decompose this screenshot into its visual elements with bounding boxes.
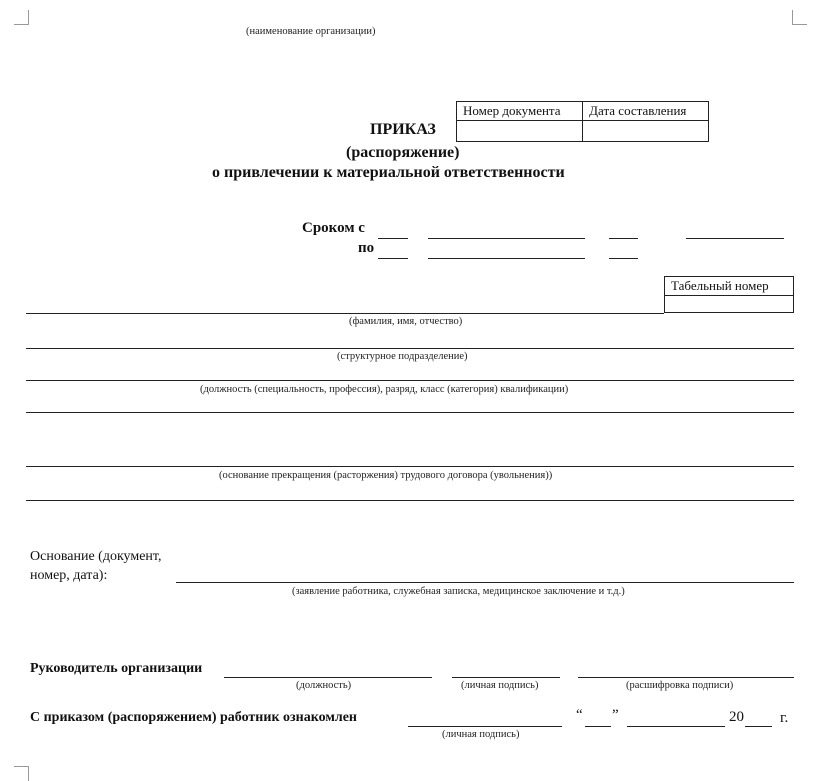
- term-from-year-line[interactable]: [609, 238, 638, 239]
- doc-number-field[interactable]: [457, 121, 583, 142]
- position-line[interactable]: [26, 380, 794, 381]
- term-to-year-line[interactable]: [609, 258, 638, 259]
- term-from-label: Сроком с: [302, 220, 365, 236]
- fio-caption: (фамилия, имя, отчество): [349, 316, 463, 327]
- doc-title: ПРИКАЗ: [370, 121, 436, 138]
- tab-number-field[interactable]: [665, 296, 794, 313]
- head-decoding-caption: (расшифровка подписи): [626, 680, 734, 691]
- ack-month-line[interactable]: [627, 726, 725, 727]
- org-name-caption: (наименование организации): [246, 26, 376, 37]
- department-line[interactable]: [26, 348, 794, 349]
- extra-line-2[interactable]: [26, 500, 794, 501]
- doc-heading: о привлечении к материальной ответственности: [212, 164, 565, 181]
- ack-year-line[interactable]: [745, 726, 772, 727]
- ack-year-prefix: 20: [729, 709, 744, 725]
- fio-line[interactable]: [26, 313, 664, 314]
- ack-label: С приказом (распоряжением) работник ознакомлен: [30, 710, 357, 725]
- head-position-caption: (должность): [296, 680, 352, 691]
- basis-label-line1: Основание (документ,: [30, 549, 162, 564]
- doc-number-table: [456, 101, 709, 142]
- term-to-label: по: [358, 240, 375, 256]
- basis-caption: (заявление работника, служебная записка, медицинское заключение и т.д.): [292, 586, 625, 597]
- page-corner-bottom-left: [14, 766, 29, 781]
- termination-caption: (основание прекращения (расторжения) трудового договора (увольнения)): [219, 470, 553, 481]
- head-signature-line[interactable]: [452, 677, 560, 678]
- term-from-month-line[interactable]: [428, 238, 585, 239]
- basis-line[interactable]: [176, 582, 794, 583]
- page-corner-top-left: [14, 10, 29, 25]
- ack-signature-caption: (личная подпись): [442, 729, 520, 740]
- ack-day-line[interactable]: [585, 726, 611, 727]
- term-to-month-line[interactable]: [428, 258, 585, 259]
- doc-subtitle: (распоряжение): [346, 144, 460, 161]
- head-signature-caption: (личная подпись): [461, 680, 539, 691]
- ack-signature-line[interactable]: [408, 726, 562, 727]
- head-label: Руководитель организации: [30, 661, 203, 676]
- doc-date-header: Дата составления: [583, 102, 709, 121]
- ack-quote-close: ”: [612, 707, 619, 723]
- head-position-line[interactable]: [224, 677, 432, 678]
- extra-line-1[interactable]: [26, 412, 794, 413]
- ack-quote-open: “: [576, 707, 583, 723]
- position-caption: (должность (специальность, профессия), разряд, класс (категория) квалификации): [200, 384, 569, 395]
- department-caption: (структурное подразделение): [337, 351, 468, 362]
- doc-number-header: Номер документа: [457, 102, 583, 121]
- basis-label-line2: номер, дата):: [30, 568, 108, 583]
- term-to-day-line[interactable]: [378, 258, 408, 259]
- termination-line[interactable]: [26, 466, 794, 467]
- page-corner-top-right: [792, 10, 807, 25]
- term-extra-line[interactable]: [686, 238, 784, 239]
- tab-number-header: Табельный номер: [665, 277, 794, 296]
- ack-year-suffix: г.: [780, 710, 789, 726]
- term-from-day-line[interactable]: [378, 238, 408, 239]
- doc-date-field[interactable]: [583, 121, 709, 142]
- head-decoding-line[interactable]: [578, 677, 794, 678]
- tab-number-table: [664, 276, 794, 313]
